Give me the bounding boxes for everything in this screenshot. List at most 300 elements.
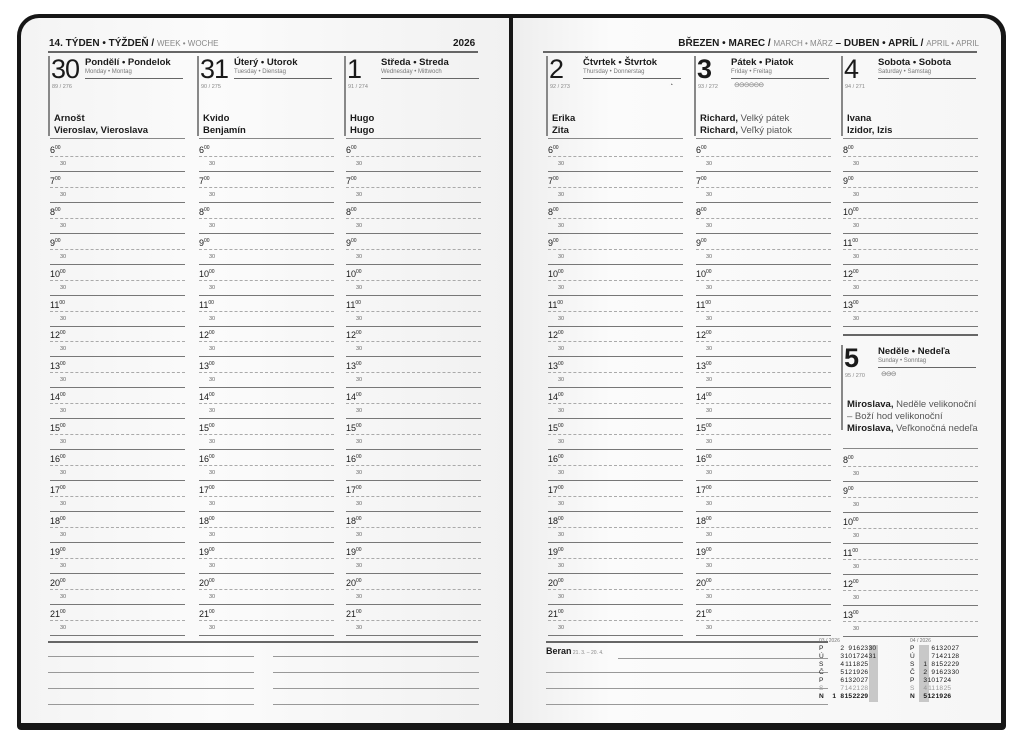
hour-line[interactable] (199, 187, 334, 188)
calendar-day[interactable] (951, 685, 959, 693)
calendar-day[interactable]: 4 (923, 685, 927, 692)
calendar-day[interactable] (827, 685, 836, 693)
half-hour-line[interactable] (50, 418, 185, 419)
hour-line[interactable] (346, 589, 481, 590)
calendar-day[interactable]: 18 (935, 685, 943, 692)
hour-line[interactable] (548, 156, 683, 157)
hour-line[interactable] (199, 341, 334, 342)
half-hour-line[interactable] (50, 171, 185, 172)
half-hour-line[interactable] (346, 387, 481, 388)
half-hour-line[interactable] (696, 233, 831, 234)
calendar-day[interactable]: 8 (840, 693, 844, 700)
calendar-day[interactable]: 22 (852, 693, 860, 700)
calendar-day[interactable]: 1 (923, 661, 927, 668)
hour-line[interactable] (50, 620, 185, 621)
note-line[interactable] (546, 704, 828, 705)
hour-line[interactable] (696, 620, 831, 621)
hour-line[interactable] (696, 589, 831, 590)
calendar-day[interactable]: 4 (840, 661, 844, 668)
hour-line[interactable] (696, 434, 831, 435)
half-hour-line[interactable] (199, 264, 334, 265)
hour-minutes: 00 (558, 423, 564, 430)
half-hour-line[interactable] (50, 635, 185, 636)
half-hour-line[interactable] (346, 418, 481, 419)
day-name: Pondělí • Pondelok (85, 57, 171, 68)
hour-line[interactable] (199, 589, 334, 590)
calendar-day[interactable] (827, 653, 836, 661)
calendar-day[interactable]: 19 (852, 669, 860, 676)
hour-line[interactable] (346, 496, 481, 497)
calendar-day[interactable]: 27 (951, 645, 959, 652)
hour-line[interactable] (548, 280, 683, 281)
calendar-day[interactable] (868, 677, 876, 685)
hour-line[interactable] (199, 434, 334, 435)
hour-line[interactable] (50, 434, 185, 435)
calendar-day[interactable]: 17 (852, 653, 860, 660)
half-hour-line[interactable] (50, 387, 185, 388)
calendar-day[interactable]: 26 (943, 693, 951, 700)
calendar-day[interactable]: 18 (852, 661, 860, 668)
calendar-day[interactable]: 15 (935, 661, 943, 668)
half-hour-line[interactable] (50, 356, 185, 357)
hour-line[interactable] (346, 403, 481, 404)
half-hour-label: 30 (356, 161, 363, 167)
half-hour-line[interactable] (696, 326, 831, 327)
calendar-day[interactable]: 31 (868, 653, 876, 660)
calendar-day[interactable]: 6 (931, 645, 935, 652)
hour-line[interactable] (843, 218, 978, 219)
half-hour-line[interactable] (696, 449, 831, 450)
hour-label: $11^{00}$ (346, 299, 361, 310)
hour-line[interactable] (199, 218, 334, 219)
hour-line[interactable] (199, 620, 334, 621)
half-hour-line[interactable] (199, 449, 334, 450)
note-line[interactable] (618, 658, 828, 659)
calendar-day[interactable]: 10 (844, 653, 852, 660)
hour-line[interactable] (548, 187, 683, 188)
hour-label: $12^{00}$ (843, 578, 859, 589)
half-hour-line[interactable] (346, 480, 481, 481)
half-hour-line[interactable] (548, 295, 683, 296)
calendar-day[interactable]: 22 (943, 661, 951, 668)
half-hour-line[interactable] (548, 635, 683, 636)
hour-line[interactable] (199, 403, 334, 404)
note-line[interactable] (48, 688, 254, 689)
hour-label: $15^{00}$ (696, 423, 712, 434)
half-hour-line[interactable] (346, 449, 481, 450)
calendar-day[interactable]: 12 (927, 693, 935, 700)
hour-line[interactable] (50, 372, 185, 373)
note-line[interactable] (273, 688, 479, 689)
months-header (678, 38, 979, 50)
half-hour-line[interactable] (843, 233, 978, 234)
half-hour-line[interactable] (548, 387, 683, 388)
half-hour-line[interactable] (548, 542, 683, 543)
half-hour-line[interactable] (548, 511, 683, 512)
calendar-day[interactable] (918, 653, 927, 661)
half-hour-line[interactable] (50, 326, 185, 327)
calendar-day[interactable]: 25 (943, 685, 951, 692)
left-page (21, 18, 509, 723)
calendar-day[interactable]: 12 (844, 669, 852, 676)
calendar-day[interactable]: 9 (848, 645, 852, 652)
hour-line[interactable] (696, 496, 831, 497)
half-hour-line[interactable] (346, 356, 481, 357)
hour-label: $14^{00}$ (346, 392, 362, 403)
hour-line[interactable] (548, 249, 683, 250)
calendar-day[interactable]: 24 (943, 677, 951, 684)
half-hour-line[interactable] (50, 604, 185, 605)
half-hour-line[interactable] (199, 604, 334, 605)
hour-line[interactable] (696, 558, 831, 559)
calendar-day[interactable]: 3 (840, 653, 844, 660)
half-hour-line[interactable] (548, 233, 683, 234)
half-hour-line[interactable] (346, 604, 481, 605)
half-hour-line[interactable] (346, 326, 481, 327)
note-line[interactable] (273, 704, 479, 705)
half-hour-line[interactable] (50, 233, 185, 234)
half-hour-line[interactable] (696, 171, 831, 172)
hour-line[interactable] (199, 280, 334, 281)
half-hour-line[interactable] (696, 295, 831, 296)
hour-minutes: 00 (558, 330, 564, 337)
hour-line[interactable] (696, 156, 831, 157)
half-hour-line[interactable] (199, 202, 334, 203)
hour-line[interactable] (346, 218, 481, 219)
half-hour-line[interactable] (50, 202, 185, 203)
day-count: 94 / 271 (845, 84, 865, 90)
half-hour-label: 30 (60, 531, 67, 538)
hour-line[interactable] (199, 496, 334, 497)
hour-line[interactable] (548, 403, 683, 404)
hour-line[interactable] (548, 620, 683, 621)
hour-line[interactable] (50, 187, 185, 188)
half-hour-line[interactable] (346, 573, 481, 574)
half-hour-line[interactable] (346, 511, 481, 512)
half-hour-line[interactable] (50, 264, 185, 265)
hour-line[interactable] (843, 590, 978, 591)
hour-line[interactable] (696, 465, 831, 466)
hour-line[interactable] (548, 341, 683, 342)
half-hour-label: 30 (356, 470, 363, 476)
note-line[interactable] (48, 672, 254, 673)
calendar-day[interactable]: 17 (935, 677, 943, 684)
calendar-day[interactable] (951, 677, 959, 685)
half-hour-line[interactable] (199, 542, 334, 543)
hour-line[interactable] (50, 218, 185, 219)
hour-line[interactable] (50, 496, 185, 497)
hour-line[interactable] (696, 527, 831, 528)
half-hour-line[interactable] (843, 574, 978, 575)
calendar-day[interactable]: 23 (860, 645, 868, 652)
half-hour-line[interactable] (548, 449, 683, 450)
calendar-day[interactable]: 7 (840, 685, 844, 692)
note-line[interactable] (48, 656, 254, 657)
hour-line[interactable] (199, 465, 334, 466)
hour-line[interactable] (548, 218, 683, 219)
hour-minutes: 00 (706, 454, 712, 460)
calendar-day[interactable] (868, 693, 876, 701)
calendar-day[interactable]: 30 (868, 645, 876, 652)
calendar-day[interactable]: 20 (943, 645, 951, 652)
hour-line[interactable] (843, 497, 978, 498)
calendar-day[interactable]: 2 (923, 669, 927, 676)
half-hour-line[interactable] (843, 543, 978, 544)
half-hour-line[interactable] (346, 542, 481, 543)
half-hour-line[interactable] (199, 295, 334, 296)
calendar-day[interactable]: 19 (935, 693, 943, 700)
half-hour-line[interactable] (843, 171, 978, 172)
hour-line[interactable] (50, 527, 185, 528)
calendar-day[interactable]: 11 (845, 661, 852, 668)
calendar-day[interactable]: 23 (943, 669, 951, 676)
half-hour-line[interactable] (548, 202, 683, 203)
note-line[interactable] (273, 672, 479, 673)
calendar-day[interactable]: 13 (844, 677, 852, 684)
calendar-day[interactable]: 8 (931, 661, 935, 668)
hour-line[interactable] (346, 620, 481, 621)
hour-minutes: 00 (356, 608, 362, 615)
calendar-day[interactable]: 27 (860, 677, 868, 684)
calendar-day[interactable]: 29 (860, 693, 868, 700)
calendar-day[interactable]: 21 (943, 653, 951, 660)
half-hour-line[interactable] (696, 387, 831, 388)
calendar-day[interactable]: 28 (951, 653, 959, 660)
day-number: 1 (347, 54, 362, 84)
hour-minutes: 00 (848, 175, 854, 182)
hour-line[interactable] (843, 621, 978, 622)
note-line[interactable] (546, 672, 828, 673)
hour-line[interactable] (548, 311, 683, 312)
calendar-day[interactable]: 6 (840, 677, 844, 684)
half-hour-line[interactable] (696, 573, 831, 574)
hour-line[interactable] (548, 372, 683, 373)
half-hour-line[interactable] (843, 202, 978, 203)
half-hour-line[interactable] (696, 480, 831, 481)
calendar-day[interactable]: 25 (860, 661, 868, 668)
calendar-day[interactable]: 3 (923, 677, 927, 684)
half-hour-line[interactable] (199, 418, 334, 419)
half-hour-label: 30 (853, 222, 860, 229)
calendar-day[interactable] (827, 661, 836, 669)
hour-line[interactable] (843, 559, 978, 560)
calendar-day[interactable]: 26 (860, 669, 868, 676)
half-hour-line[interactable] (199, 326, 334, 327)
hour-line[interactable] (50, 589, 185, 590)
calendar-day[interactable] (868, 661, 876, 669)
half-hour-line[interactable] (199, 573, 334, 574)
hour-line[interactable] (548, 589, 683, 590)
hour-line[interactable] (696, 280, 831, 281)
calendar-day[interactable]: 20 (852, 677, 860, 684)
hour-line[interactable] (548, 496, 683, 497)
half-hour-line[interactable] (50, 542, 185, 543)
zodiac-name: Beran (546, 646, 572, 656)
hour-line[interactable] (843, 466, 978, 467)
half-hour-line[interactable] (696, 202, 831, 203)
hour-line[interactable] (50, 311, 185, 312)
half-hour-line[interactable] (199, 171, 334, 172)
half-hour-line[interactable] (548, 264, 683, 265)
half-hour-line[interactable] (548, 418, 683, 419)
names-rule (843, 138, 978, 139)
hour-line[interactable] (696, 341, 831, 342)
half-hour-line[interactable] (346, 635, 481, 636)
calendar-day[interactable]: 14 (844, 685, 852, 692)
hour-line[interactable] (346, 558, 481, 559)
hour-line[interactable] (346, 280, 481, 281)
hour-line[interactable] (346, 249, 481, 250)
calendar-day[interactable]: 2 (840, 645, 844, 652)
half-hour-line[interactable] (346, 264, 481, 265)
half-hour-line[interactable] (696, 604, 831, 605)
hour-line[interactable] (843, 156, 978, 157)
hour-line[interactable] (548, 465, 683, 466)
hour-label: $7^{00}$ (548, 175, 559, 186)
hour-line[interactable] (696, 311, 831, 312)
hour-label: $13^{00}$ (696, 361, 712, 372)
hour-line[interactable] (199, 311, 334, 312)
hour-line[interactable] (50, 249, 185, 250)
calendar-day[interactable] (827, 669, 836, 677)
calendar-day[interactable]: 15 (844, 693, 852, 700)
half-hour-line[interactable] (548, 604, 683, 605)
calendar-day[interactable]: 10 (927, 677, 935, 684)
hour-line[interactable] (843, 528, 978, 529)
half-hour-line[interactable] (346, 233, 481, 234)
hour-line[interactable] (50, 558, 185, 559)
calendar-day[interactable] (827, 645, 836, 653)
half-hour-line[interactable] (50, 480, 185, 481)
hour-line[interactable] (50, 341, 185, 342)
calendar-day[interactable]: 5 (923, 693, 927, 700)
hour-line[interactable] (50, 465, 185, 466)
half-hour-line[interactable] (346, 171, 481, 172)
hour-line[interactable] (199, 249, 334, 250)
half-hour-line[interactable] (199, 356, 334, 357)
half-hour-line[interactable] (843, 481, 978, 482)
half-hour-line[interactable] (199, 233, 334, 234)
half-hour-line[interactable] (50, 295, 185, 296)
day-name: Pátek • Piatok (731, 57, 794, 68)
hour-line[interactable] (696, 249, 831, 250)
half-hour-line[interactable] (548, 171, 683, 172)
hour-line[interactable] (346, 156, 481, 157)
half-hour-line[interactable] (199, 480, 334, 481)
calendar-day[interactable]: 29 (951, 661, 959, 668)
hour-line[interactable] (346, 434, 481, 435)
hour-label: $15^{00}$ (548, 423, 564, 434)
hour-minutes: 00 (204, 237, 210, 244)
half-hour-line[interactable] (199, 511, 334, 512)
hour-line[interactable] (50, 156, 185, 157)
half-hour-line[interactable] (199, 635, 334, 636)
hour-line[interactable] (346, 341, 481, 342)
calendar-day[interactable]: 5 (840, 669, 844, 676)
half-hour-line[interactable] (50, 573, 185, 574)
calendar-day[interactable]: 16 (935, 669, 943, 676)
half-hour-line[interactable] (696, 264, 831, 265)
calendar-day[interactable]: 13 (935, 645, 943, 652)
half-hour-line[interactable] (843, 295, 978, 296)
calendar-day[interactable] (868, 685, 876, 693)
calendar-day[interactable]: 7 (931, 653, 935, 660)
hour-line[interactable] (548, 558, 683, 559)
half-hour-line[interactable] (843, 264, 978, 265)
calendar-day[interactable]: 16 (852, 645, 860, 652)
hour-line[interactable] (50, 403, 185, 404)
hour-minutes: 00 (848, 485, 854, 492)
hour-line[interactable] (346, 465, 481, 466)
half-hour-line[interactable] (843, 326, 978, 327)
half-hour-line[interactable] (548, 573, 683, 574)
hour-line[interactable] (346, 311, 481, 312)
hour-line[interactable] (199, 527, 334, 528)
calendar-day[interactable]: 28 (860, 685, 868, 692)
hour-line[interactable] (199, 156, 334, 157)
half-hour-line[interactable] (548, 480, 683, 481)
calendar-day[interactable]: 14 (935, 653, 943, 660)
half-hour-line[interactable] (548, 356, 683, 357)
calendar-day[interactable]: 9 (931, 669, 935, 676)
half-hour-line[interactable] (843, 605, 978, 606)
hour-line[interactable] (346, 187, 481, 188)
note-line[interactable] (48, 704, 254, 705)
hour-line[interactable] (696, 218, 831, 219)
half-hour-line[interactable] (696, 418, 831, 419)
calendar-day[interactable]: 30 (951, 669, 959, 676)
half-hour-line[interactable] (346, 202, 481, 203)
calendar-day[interactable]: 1 (832, 693, 836, 700)
note-line[interactable] (546, 688, 828, 689)
hour-line[interactable] (548, 434, 683, 435)
calendar-day[interactable] (868, 669, 876, 677)
half-hour-line[interactable] (50, 511, 185, 512)
half-hour-line[interactable] (843, 636, 978, 637)
half-hour-line[interactable] (843, 512, 978, 513)
half-hour-line[interactable] (696, 356, 831, 357)
half-hour-line[interactable] (199, 387, 334, 388)
half-hour-line[interactable] (50, 449, 185, 450)
hour-line[interactable] (843, 249, 978, 250)
half-hour-line[interactable] (548, 326, 683, 327)
calendar-day[interactable] (827, 677, 836, 685)
half-hour-line[interactable] (696, 542, 831, 543)
half-hour-label: 30 (853, 191, 860, 198)
hour-line[interactable] (346, 372, 481, 373)
note-line[interactable] (273, 656, 479, 657)
hour-line[interactable] (843, 280, 978, 281)
hour-line[interactable] (548, 527, 683, 528)
hour-line[interactable] (346, 527, 481, 528)
hour-line[interactable] (696, 187, 831, 188)
hour-line[interactable] (199, 558, 334, 559)
hour-line[interactable] (843, 187, 978, 188)
hour-line[interactable] (843, 311, 978, 312)
half-hour-line[interactable] (346, 295, 481, 296)
calendar-day[interactable]: 24 (860, 653, 868, 660)
half-hour-line[interactable] (696, 511, 831, 512)
hour-line[interactable] (199, 372, 334, 373)
half-hour-line[interactable] (696, 635, 831, 636)
calendar-day[interactable] (951, 693, 959, 701)
calendar-day[interactable]: 21 (852, 685, 860, 692)
hour-line[interactable] (50, 280, 185, 281)
hour-line[interactable] (696, 403, 831, 404)
calendar-day[interactable] (918, 645, 927, 653)
hour-line[interactable] (696, 372, 831, 373)
calendar-day[interactable]: 11 (928, 685, 935, 692)
